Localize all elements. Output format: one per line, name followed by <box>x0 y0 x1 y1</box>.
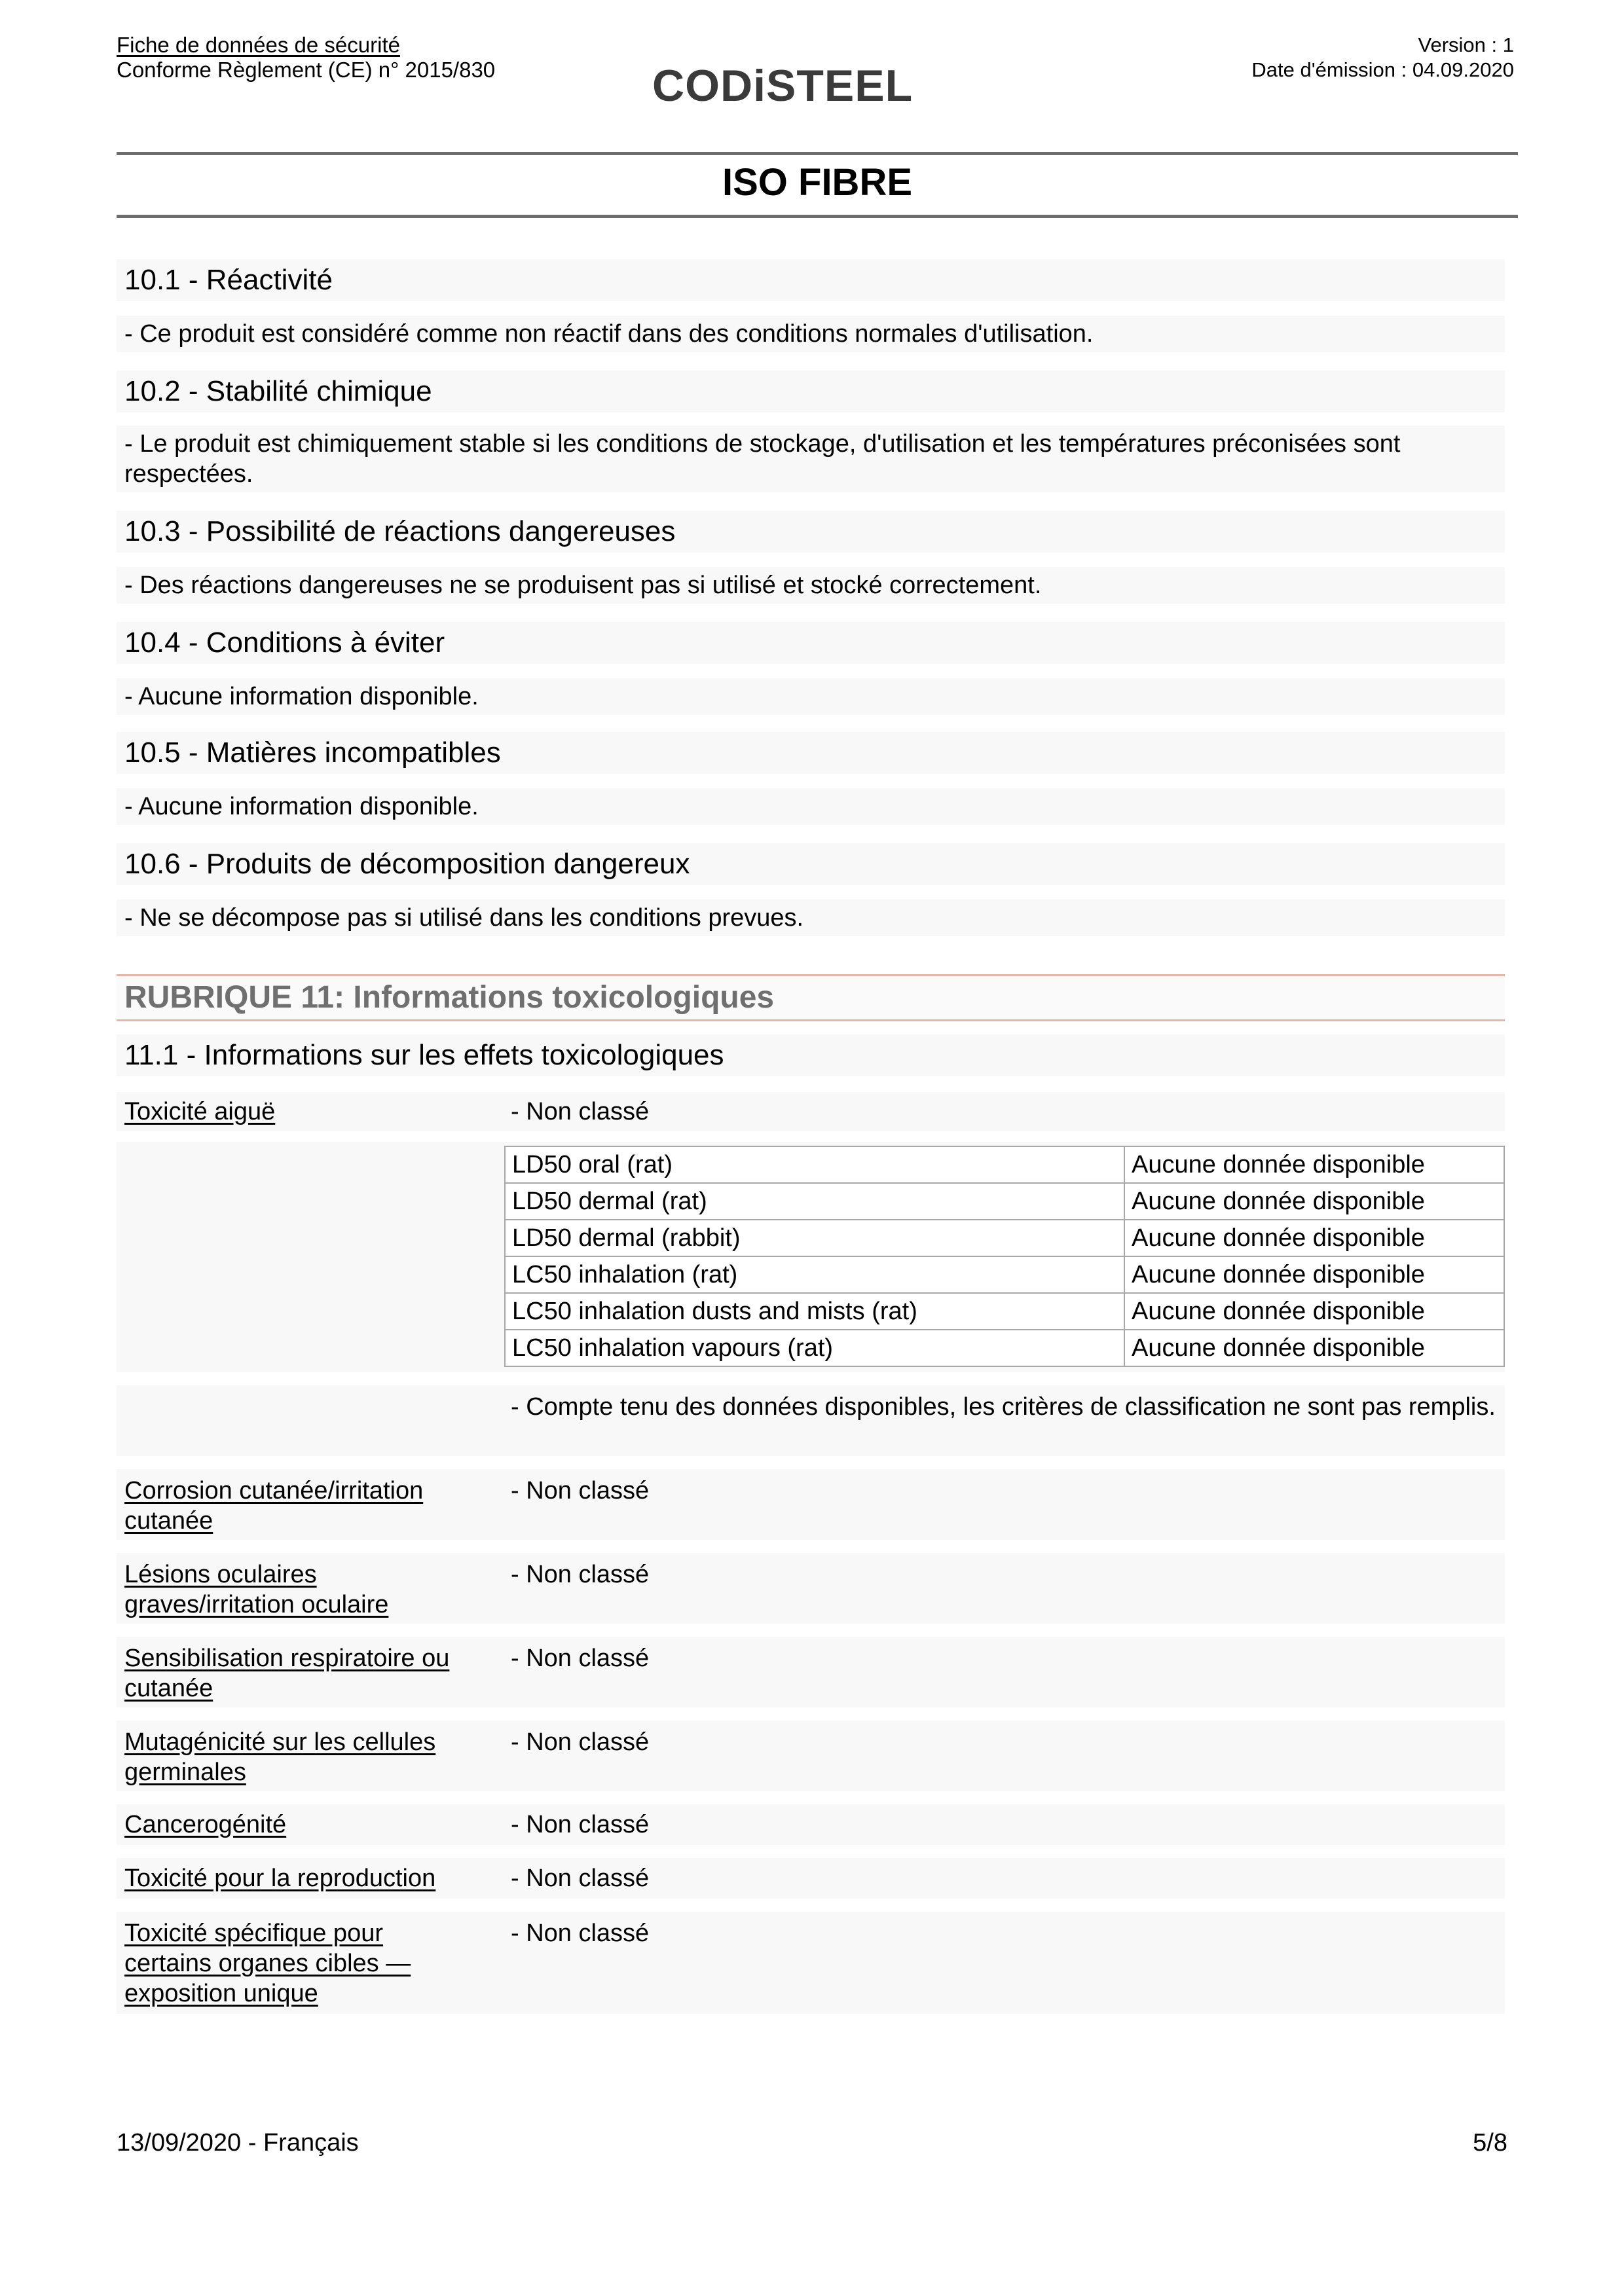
table-cell-test: LC50 inhalation vapours (rat) <box>505 1330 1124 1366</box>
section-10-1-text: - Ce produit est considéré comme non réactif dans des conditions normales d'utilisation. <box>117 316 1505 352</box>
codisteel-logo: CODiSTEEL <box>652 61 913 111</box>
tox-value: - Non classé <box>511 1920 650 1947</box>
table-row <box>505 1146 1504 1183</box>
header-left <box>117 33 495 82</box>
table-cell-result: Aucune donnée disponible <box>1124 1220 1504 1256</box>
table-row <box>505 1293 1504 1330</box>
sds-title: Fiche de données de sécurité <box>117 33 400 57</box>
tox-label: Sensibilisation respiratoire ou cutanée <box>124 1645 450 1702</box>
tox-value: - Non classé <box>511 1728 650 1756</box>
tox-row-skin-corrosion <box>117 1469 1505 1540</box>
table-cell-test: LD50 dermal (rabbit) <box>505 1220 1124 1256</box>
section-10-6-heading: 10.6 - Produits de décomposition dangereux <box>117 843 1505 885</box>
section-10-4-heading: 10.4 - Conditions à éviter <box>117 622 1505 664</box>
table-cell-result: Aucune donnée disponible <box>1124 1256 1504 1293</box>
tox-label: Cancerogénité <box>124 1811 287 1838</box>
tox-label: Corrosion cutanée/irritation cutanée <box>124 1477 424 1535</box>
table-cell-result: Aucune donnée disponible <box>1124 1293 1504 1330</box>
tox-value: - Non classé <box>511 1645 650 1672</box>
table-row <box>505 1220 1504 1256</box>
table-row <box>505 1330 1504 1366</box>
acute-toxicity-label: Toxicité aiguë <box>124 1098 276 1125</box>
table-cell-test: LD50 oral (rat) <box>505 1146 1124 1183</box>
version-label: Version : 1 <box>1418 33 1514 56</box>
section-10-1-heading: 10.1 - Réactivité <box>117 259 1505 301</box>
tox-label: Toxicité spécifique pour certains organes cibles — exposition unique <box>124 1920 411 2007</box>
page-number: 5/8 <box>1473 2129 1507 2157</box>
section-10-6-text: - Ne se décompose pas si utilisé dans les conditions prevues. <box>117 900 1505 936</box>
tox-value: - Non classé <box>511 1811 650 1838</box>
regulation-ref: Conforme Règlement (CE) n° 2015/830 <box>117 58 496 82</box>
tox-label: Lésions oculaires graves/irritation oculaire <box>124 1561 389 1618</box>
tox-row-reproduction <box>117 1858 1505 1899</box>
acute-toxicity-value: - Non classé <box>511 1098 650 1125</box>
section-10-5-heading: 10.5 - Matières incompatibles <box>117 732 1505 774</box>
tox-row-stot-single <box>117 1912 1505 2014</box>
tox-label: Mutagénicité sur les cellules germinales <box>124 1728 436 1786</box>
table-cell-test: LD50 dermal (rat) <box>505 1183 1124 1220</box>
classification-note: - Compte tenu des données disponibles, les critères de classification ne sont pas remplis. <box>511 1393 1496 1421</box>
document-title: ISO FIBRE <box>722 161 913 204</box>
header-right <box>1251 33 1514 82</box>
tox-label: Toxicité pour la reproduction <box>124 1865 436 1892</box>
section-11-1-heading: 11.1 - Informations sur les effets toxicologiques <box>117 1034 1505 1076</box>
tox-value: - Non classé <box>511 1865 650 1892</box>
table-cell-result: Aucune donnée disponible <box>1124 1146 1504 1183</box>
acute-toxicity-row <box>117 1092 1505 1131</box>
table-cell-test: LC50 inhalation (rat) <box>505 1256 1124 1293</box>
header-rule-top <box>117 152 1518 155</box>
section-10-3-text: - Des réactions dangereuses ne se produisent pas si utilisé et stocké correctement. <box>117 567 1505 604</box>
section-10-2-heading: 10.2 - Stabilité chimique <box>117 371 1505 412</box>
classification-note-row <box>117 1385 1505 1456</box>
tox-row-sensitisation <box>117 1637 1505 1707</box>
section-10-4-text: - Aucune information disponible. <box>117 678 1505 715</box>
issue-date: Date d'émission : 04.09.2020 <box>1251 58 1514 81</box>
tox-row-eye-damage <box>117 1553 1505 1624</box>
tox-row-carcinogenicity <box>117 1804 1505 1845</box>
tox-value: - Non classé <box>511 1561 650 1588</box>
table-row <box>505 1183 1504 1220</box>
header-rule-bottom <box>117 215 1518 218</box>
table-row <box>505 1256 1504 1293</box>
table-cell-result: Aucune donnée disponible <box>1124 1330 1504 1366</box>
acute-toxicity-table <box>504 1146 1505 1367</box>
section-10-2-text: - Le produit est chimiquement stable si les conditions de stockage, d'utilisation et les températures préconisées sont respectées. <box>117 426 1505 492</box>
table-cell-result: Aucune donnée disponible <box>1124 1183 1504 1220</box>
tox-row-mutagenicity <box>117 1721 1505 1791</box>
footer-date-language: 13/09/2020 - Français <box>117 2129 359 2157</box>
section-10-3-heading: 10.3 - Possibilité de réactions dangereuses <box>117 511 1505 553</box>
tox-value: - Non classé <box>511 1477 650 1504</box>
table-cell-test: LC50 inhalation dusts and mists (rat) <box>505 1293 1124 1330</box>
section-10-5-text: - Aucune information disponible. <box>117 788 1505 825</box>
rubrique-11-title: RUBRIQUE 11: Informations toxicologiques <box>117 974 1505 1021</box>
